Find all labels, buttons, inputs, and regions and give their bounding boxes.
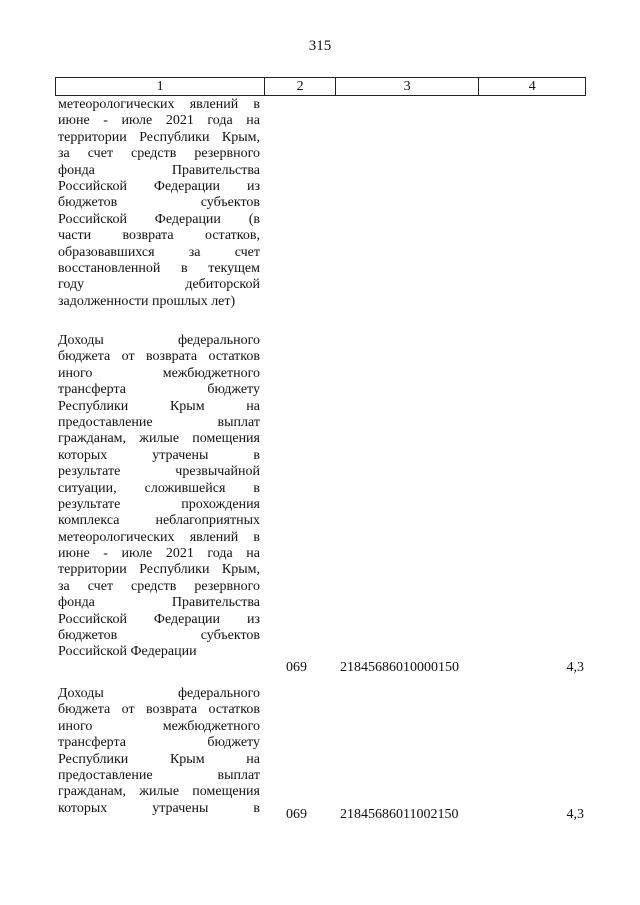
text-line: фонда Правительства xyxy=(58,595,260,611)
text-line: метеорологических явлений в xyxy=(58,529,260,545)
text-line: за счет средств резервного xyxy=(58,578,260,594)
text-line: Российской Федерации xyxy=(58,644,197,660)
text-line: Доходы федерального xyxy=(58,686,260,701)
text-line: восстановленной в текущем xyxy=(58,260,260,276)
text-line: иного межбюджетного xyxy=(58,365,260,381)
text-line: иного межбюджетного xyxy=(58,718,260,734)
kbk-cell: 21845686010000150 xyxy=(340,660,459,675)
text-line: гражданам, жилые помещения xyxy=(58,431,260,447)
header-col-2: 2 xyxy=(265,78,336,95)
text-line: Российской Федерации (в xyxy=(58,211,260,227)
text-line: территории Республики Крым, xyxy=(58,562,260,578)
text-line: предоставление выплат xyxy=(58,414,260,430)
text-line: метеорологических явлений в xyxy=(58,97,260,112)
text-line: трансферта бюджету xyxy=(58,735,260,751)
text-line: бюджетов субъектов xyxy=(58,628,260,644)
code-cell: 069 xyxy=(286,660,307,675)
row-description xyxy=(58,97,260,310)
amount-cell: 4,3 xyxy=(566,807,584,822)
text-line: бюджета от возврата остатков xyxy=(58,702,260,718)
page-number: 315 xyxy=(308,38,332,54)
text-line: Доходы федерального xyxy=(58,333,260,348)
text-line: результате чрезвычайной xyxy=(58,464,260,480)
text-line: Республики Крым на xyxy=(58,751,260,767)
text-line: бюджетов субъектов xyxy=(58,195,260,211)
header-col-1: 1 xyxy=(56,78,265,95)
text-line: Республики Крым на xyxy=(58,398,260,414)
text-line: которых утрачены в xyxy=(58,800,260,816)
header-col-3: 3 xyxy=(336,78,479,95)
text-line: которых утрачены в xyxy=(58,447,260,463)
text-line: году дебиторской xyxy=(58,277,260,293)
text-line: трансферта бюджету xyxy=(58,382,260,398)
text-line: июне - июле 2021 года на xyxy=(58,546,260,562)
row-description xyxy=(58,686,260,817)
text-line: ситуации, сложившейся в xyxy=(58,480,260,496)
text-line: предоставление выплат xyxy=(58,767,260,783)
text-line: комплекса неблагоприятных xyxy=(58,513,260,529)
text-line: результате прохождения xyxy=(58,496,260,512)
text-line: фонда Правительства xyxy=(58,162,260,178)
code-cell: 069 xyxy=(286,807,307,822)
text-line: территории Республики Крым, xyxy=(58,129,260,145)
text-line: Российской Федерации из xyxy=(58,611,260,627)
kbk-cell: 21845686011002150 xyxy=(340,807,459,822)
text-line: за счет средств резервного xyxy=(58,146,260,162)
amount-cell: 4,3 xyxy=(566,660,584,675)
text-line: гражданам, жилые помещения xyxy=(58,784,260,800)
table-header xyxy=(55,77,586,96)
text-line: части возврата остатков, xyxy=(58,228,260,244)
text-line: задолженности прошлых лет) xyxy=(58,293,236,309)
text-line: Российской Федерации из xyxy=(58,178,260,194)
row-description xyxy=(58,333,260,661)
text-line: образовавшихся за счет xyxy=(58,244,260,260)
header-col-4: 4 xyxy=(479,78,586,95)
text-line: июне - июле 2021 года на xyxy=(58,113,260,129)
text-line: бюджета от возврата остатков xyxy=(58,349,260,365)
